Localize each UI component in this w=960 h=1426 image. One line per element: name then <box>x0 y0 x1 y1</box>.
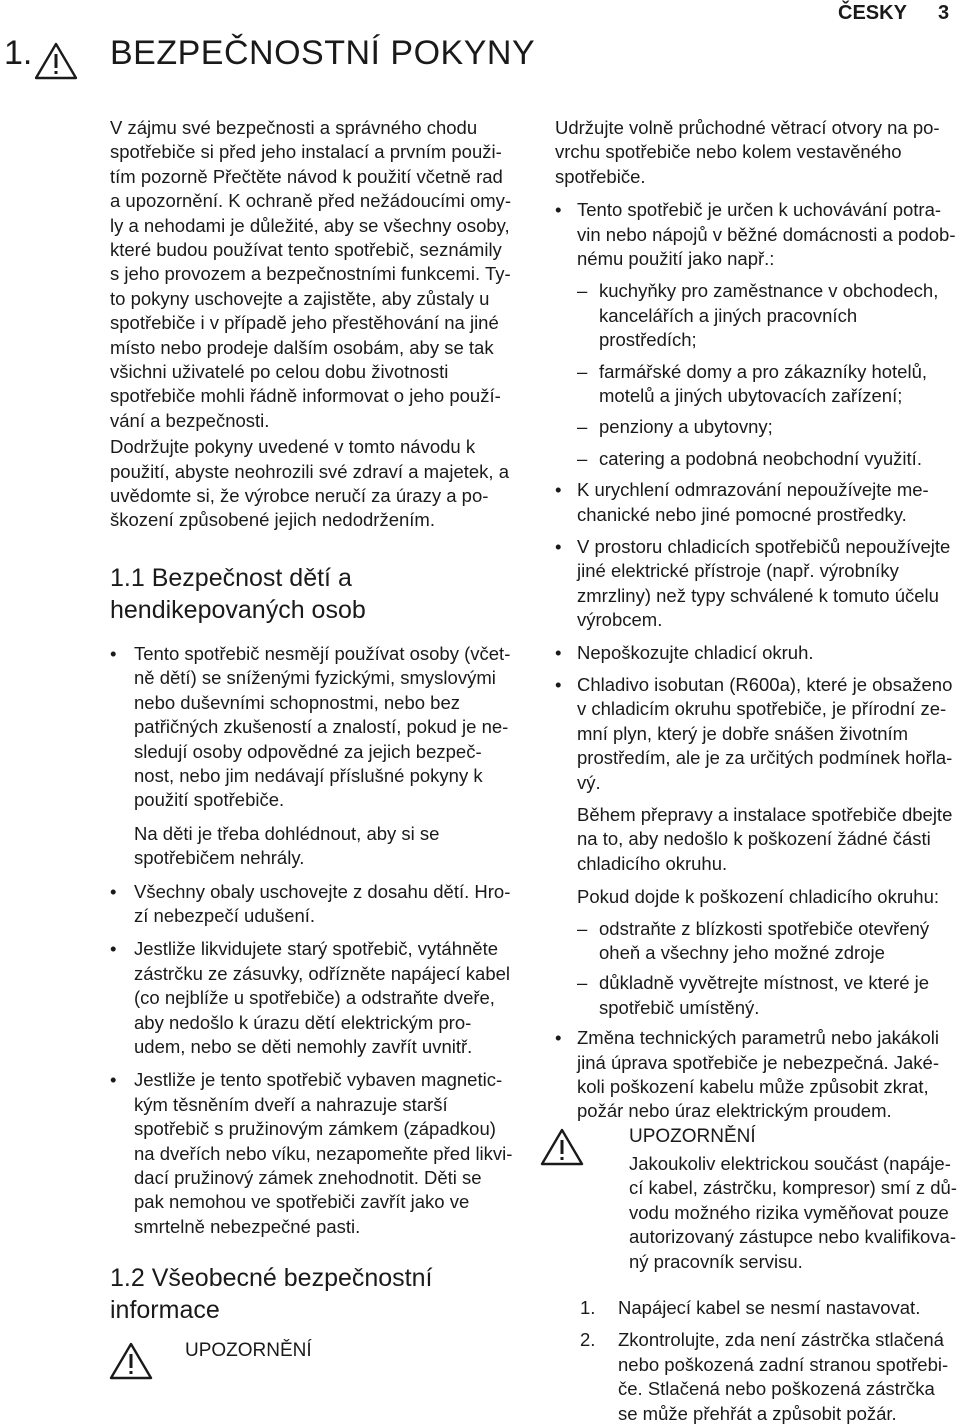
bullet-item-line: Na děti je třeba dohlédnout, aby si se <box>134 822 440 844</box>
subsection-title-line: Všeobecné bezpečnostní <box>151 1264 433 1292</box>
bullet-item-line: nost, nebo jim nedávají příslušné pokyny k <box>134 765 483 786</box>
bullet-item-line: Chladivo isobutan (R600a), které je obsaženo <box>577 674 953 695</box>
warning-label: UPOZORNĚNÍ <box>629 1126 756 1147</box>
paragraph-line: na to, aby nedošlo k poškození žádné části <box>577 828 931 850</box>
warning-triangle-icon <box>540 1128 584 1166</box>
bullet-item-marker: • <box>555 199 562 221</box>
intro-line: spotřebiče i v případě jeho přestěhování na jiné <box>110 312 499 334</box>
numbered-line: Zkontrolujte, zda není zástrčka stlačená <box>618 1329 944 1351</box>
intro-line: které budou používat tento spotřebič, seznámily <box>110 239 502 260</box>
dash-item-line: penziony a ubytovny; <box>599 416 773 438</box>
dash-item-marker: – <box>577 360 588 382</box>
bullet-item-line: požár nebo úraz elektrickým proudem. <box>577 1100 892 1122</box>
section-number: 1. <box>4 34 33 72</box>
paragraph-line: Pokud dojde k poškození chladicího okruhu: <box>577 886 940 908</box>
intro-line: V zájmu své bezpečnosti a správného chodu <box>110 117 478 138</box>
bullet-item-line: pak nemohou ve spotřebiči zavřít jako ve <box>134 1191 470 1213</box>
bullet-item-line: mní plyn, který je dobře snášen životním <box>577 722 909 744</box>
bullet-item-line: jiné elektrické přístroje (např. výrobníky <box>577 560 899 582</box>
dash-item-line: motelů a jiných ubytovacích zařízení; <box>599 385 903 406</box>
intro-line: použití, abyste neohrozili své zdraví a majetek, a <box>110 460 509 482</box>
page-number: 3 <box>938 2 950 24</box>
intro-line: vání a bezpečnosti. <box>110 409 270 431</box>
list-number: 1. <box>580 1297 596 1318</box>
warning-label: UPOZORNĚNÍ <box>185 1340 312 1361</box>
dash-item-line: oheň a všechny jeho možné zdroje <box>599 942 885 963</box>
intro-line: s jeho provozem a bezpečnostními funkcemi. Ty- <box>110 263 511 285</box>
intro-line: Dodržujte pokyny uvedené v tomto návodu k <box>110 436 476 458</box>
bullet-item-line: jiná úprava spotřebiče je nebezpečná. Jaké- <box>577 1051 940 1073</box>
bullet-item-marker: • <box>110 880 117 902</box>
bullet-item-marker: • <box>555 641 562 663</box>
intro-line: všichni uživatelé po celou dobu životnosti <box>110 361 449 382</box>
bullet-item-line: udem, nebo se děti nemohly zavřít uvnitř. <box>134 1036 473 1057</box>
bullet-item-marker: • <box>555 479 562 501</box>
subsection-title-line: hendikepovaných osob <box>110 596 366 624</box>
subsection-heading-2 <box>110 1262 432 1326</box>
intro-line: ly a nehodami je důležité, aby se všechny osoby, <box>110 214 510 236</box>
paragraph-line: vrchu spotřebiče nebo kolem vestavěného <box>555 141 902 163</box>
bullet-item-line: aby nedošlo k úrazu dětí elektrickým pro- <box>134 1011 472 1033</box>
subsection-title-line: informace <box>110 1296 220 1324</box>
bullet-item-marker: • <box>110 1069 117 1091</box>
warning-line: Jakoukoliv elektrickou součást (napáje- <box>629 1153 951 1174</box>
bullet-item-line: zástrčku ze zásuvky, odřízněte napájecí kabel <box>134 962 511 984</box>
bullet-item-line: zmrzliny) než typy schválené k tomuto účelu <box>577 584 939 606</box>
bullet-item-line: zí nebezpečí udušení. <box>134 905 316 926</box>
subsection-number: 1.2 <box>110 1264 145 1292</box>
numbered-line: če. Stlačená nebo poškozená zástrčka <box>618 1378 935 1400</box>
dash-item-line: farmářské domy a pro zákazníky hotelů, <box>599 360 928 382</box>
bullet-item-line: patřičných zkušeností a znalostí, pokud je ne- <box>134 716 509 738</box>
numbered-line: se může přehřát a způsobit požár. <box>618 1402 897 1424</box>
bullet-item-line: prostředím, ale je za určitých podmínek hořla- <box>577 747 953 769</box>
paragraph-line: chladicího okruhu. <box>577 852 728 874</box>
dash-item-line: kuchyňky pro zaměstnance v obchodech, <box>599 280 939 302</box>
dash-item-line: spotřebič umístěný. <box>599 996 760 1018</box>
bullet-item-line: v chladicím okruhu spotřebiče, je přírodní ze- <box>577 698 947 720</box>
intro-line: místo nebo prodeje dalším osobám, aby se tak <box>110 336 494 358</box>
bullet-item-marker: • <box>110 938 117 960</box>
warning-line: ný pracovník servisu. <box>629 1250 803 1272</box>
dash-item-line: kancelářích a jiných pracovních <box>599 304 858 326</box>
bullet-item-marker: • <box>110 643 117 664</box>
bullet-item-line: Všechny obaly uschovejte z dosahu dětí. Hro- <box>134 880 511 902</box>
paragraph-line: Během přepravy a instalace spotřebiče dbejte <box>577 804 953 825</box>
bullet-item-line: použití spotřebiče. <box>134 789 285 811</box>
paragraph-line: spotřebiče. <box>555 165 646 187</box>
dash-item-line: prostředích; <box>599 329 697 351</box>
list-number: 2. <box>580 1329 596 1351</box>
dash-item-marker: – <box>577 416 588 438</box>
bullet-item-line: Nepoškozujte chladicí okruh. <box>577 641 814 663</box>
intro-line: uvědomte si, že výrobce neručí za úrazy a po- <box>110 485 489 506</box>
intro-line: tím pozorně Přečtěte návod k použití včetně rad <box>110 165 503 187</box>
bullet-item-line: koli poškození kabelu může způsobit zkrat, <box>577 1076 929 1097</box>
bullet-item-line: V prostoru chladicích spotřebičů nepoužívejte <box>577 536 951 557</box>
intro-line: to pokyny uschovejte a zajistěte, aby zůstaly u <box>110 287 490 309</box>
dash-item-line: odstraňte z blízkosti spotřebiče otevřený <box>599 917 930 939</box>
intro-line: spotřebiče mohli řádně informovat o jeho použí- <box>110 385 501 407</box>
paragraph-line: Udržujte volně průchodné větrací otvory na po- <box>555 117 940 138</box>
bullet-item-marker: • <box>555 536 562 557</box>
bullet-item-line: na dveřích nebo víku, nezapomeňte před likvi- <box>134 1142 513 1164</box>
bullet-item-line: smrtelně nebezpečné pasti. <box>134 1215 361 1237</box>
bullet-item-line: kým těsněním dveří a nahrazuje starší <box>134 1093 448 1115</box>
intro-line: a upozornění. K ochraně před nežádoucími omy- <box>110 190 512 212</box>
bullet-item-line: Tento spotřebič je určen k uchovávání potra- <box>577 199 942 221</box>
dash-item-marker: – <box>577 917 588 939</box>
numbered-line: nebo poškozená zadní stranou spotřebi- <box>618 1353 949 1375</box>
subsection-number: 1.1 <box>110 564 145 592</box>
bullet-item-line: Jestliže likvidujete starý spotřebič, vytáhněte <box>134 938 499 960</box>
dash-item-marker: – <box>577 972 588 994</box>
bullet-item-line: ně dětí) se sníženými fyzickými, smyslovými <box>134 667 496 689</box>
numbered-line: Napájecí kabel se nesmí nastavovat. <box>618 1297 921 1318</box>
warning-triangle-icon <box>34 42 78 80</box>
warning-triangle-icon <box>109 1342 153 1380</box>
dash-item-line: důkladně vyvětrejte místnost, ve které je <box>599 972 930 994</box>
header-language: ČESKY <box>838 2 907 24</box>
dash-item-marker: – <box>577 447 588 469</box>
bullet-item-marker: • <box>555 674 562 695</box>
bullet-item-line: (co nejblíže u spotřebiče) a odstraňte dveře, <box>134 987 495 1009</box>
bullet-item-line: výrobcem. <box>577 609 663 631</box>
bullet-item-line: chanické nebo jiné pomocné prostředky. <box>577 503 907 525</box>
bullet-item-line: Změna technických parametrů nebo jakákoli <box>577 1027 939 1049</box>
bullet-item-line: spotřebičem nehrály. <box>134 847 305 869</box>
subsection-title-line: Bezpečnost dětí a <box>151 564 352 592</box>
dash-item-marker: – <box>577 280 588 302</box>
warning-line: vodu možného rizika vyměňovat pouze <box>629 1201 949 1223</box>
bullet-item-line: dací pružinový zámek znehodnotit. Děti se <box>134 1167 482 1188</box>
intro-line: škození způsobené jejich nedodržením. <box>110 509 435 531</box>
warning-line: cí kabel, zástrčku, kompresor) smí z dů- <box>629 1177 957 1199</box>
intro-line: spotřebiče si před jeho instalací a prvním použi- <box>110 141 502 163</box>
bullet-item-line: spotřebič s pružinovým zámkem (západkou) <box>134 1118 496 1140</box>
bullet-item-line: K urychlení odmrazování nepoužívejte me- <box>577 479 929 501</box>
bullet-item-line: vý. <box>577 771 601 793</box>
bullet-item-marker: • <box>555 1027 562 1049</box>
bullet-item-line: Jestliže je tento spotřebič vybaven magnetic- <box>134 1069 503 1091</box>
subsection-heading-1 <box>110 562 366 626</box>
bullet-item-line: nebo duševními schopnostmi, nebo bez <box>134 691 461 713</box>
dash-item-line: catering a podobná neobchodní využití. <box>599 447 922 469</box>
bullet-item-line: sledují osoby odpovědné za jejich bezpeč- <box>134 740 482 762</box>
bullet-item-line: Tento spotřebič nesmějí používat osoby (včet- <box>134 643 511 664</box>
bullet-item-line: nému použití jako např.: <box>577 248 775 269</box>
bullet-item-line: vin nebo nápojů v běžné domácnosti a podob- <box>577 223 956 245</box>
section-title: BEZPEČNOSTNÍ POKYNY <box>110 34 536 72</box>
warning-line: autorizovaný zástupce nebo kvalifikova- <box>629 1226 957 1248</box>
